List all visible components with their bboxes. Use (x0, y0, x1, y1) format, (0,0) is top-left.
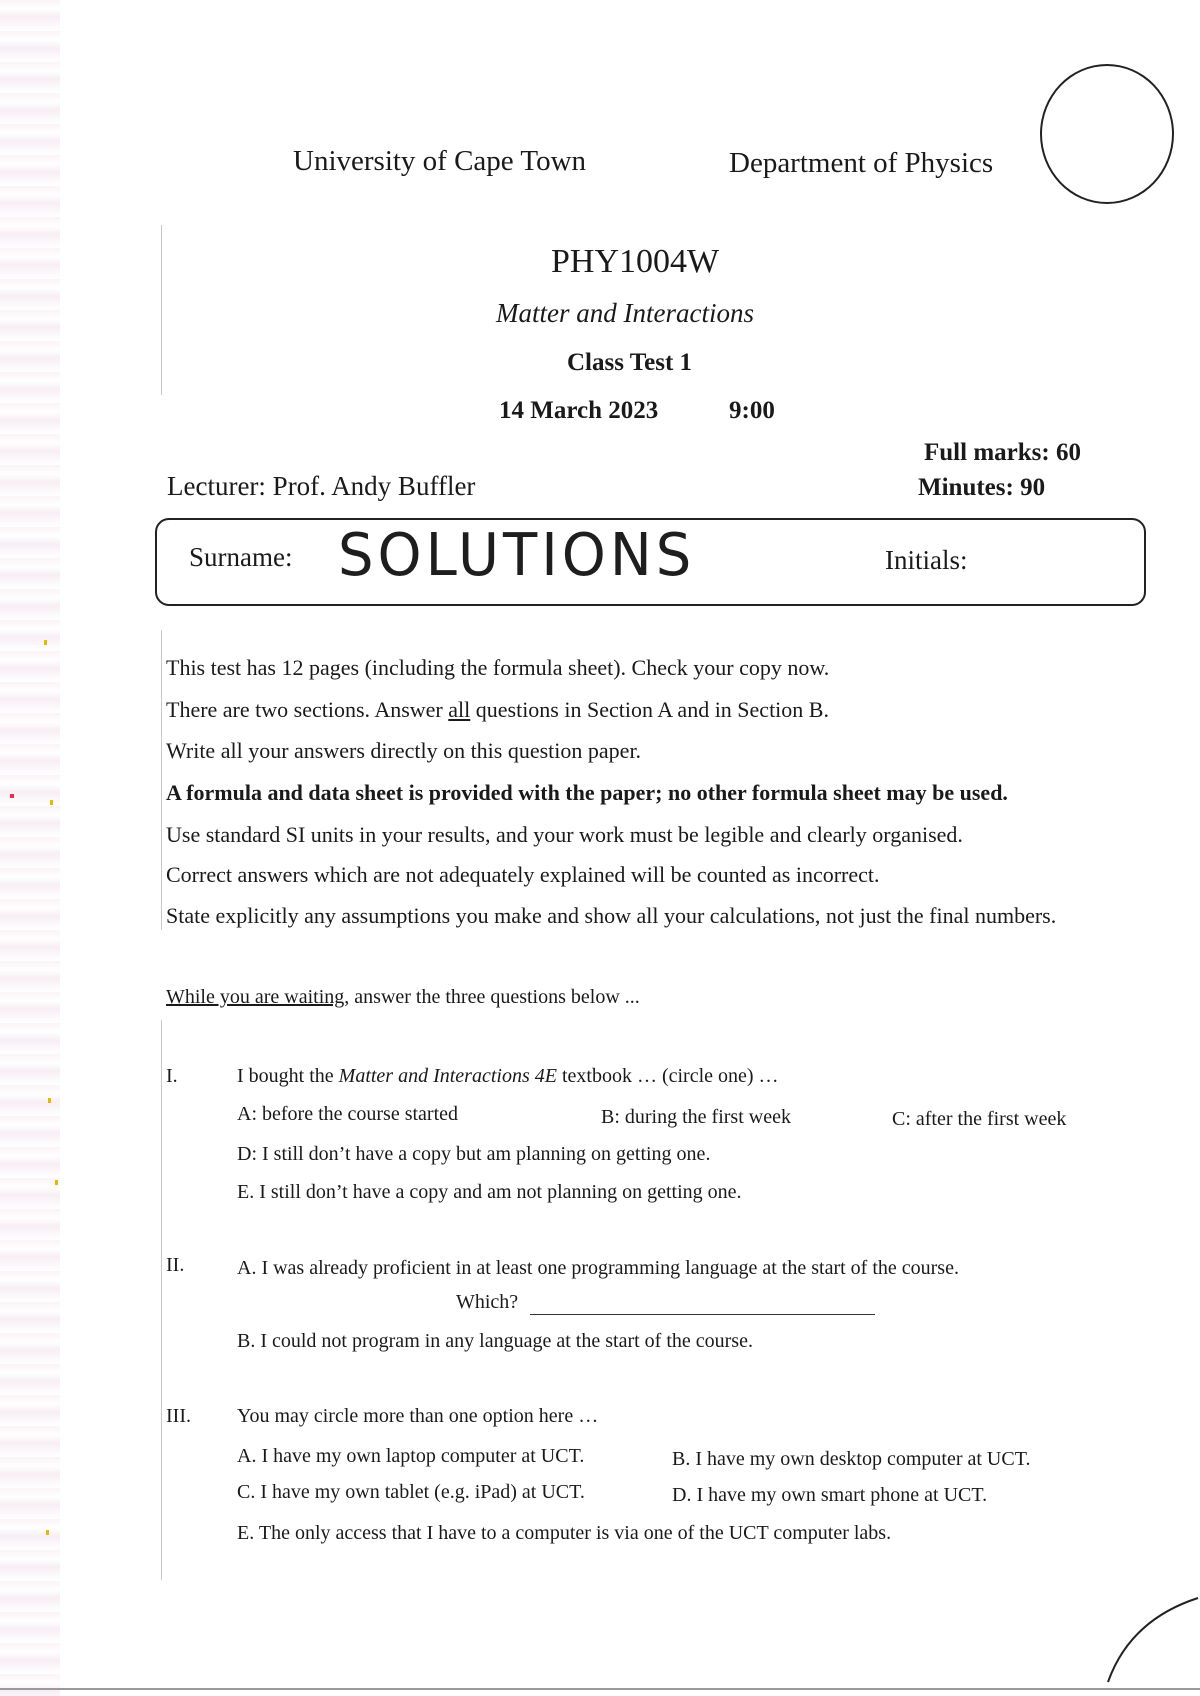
which-label: Which? (456, 1291, 519, 1313)
option-a[interactable]: A. I was already proficient in at least one programming language at the start of the course. (237, 1257, 959, 1279)
course-code: PHY1004W (551, 243, 720, 280)
which-answer-line[interactable] (530, 1314, 875, 1315)
instruction-line-bold: A formula and data sheet is provided with the paper; no other formula sheet may be used. (166, 780, 1008, 805)
course-title: Matter and Interactions (496, 298, 754, 328)
question-number: I. (166, 1065, 178, 1087)
option-e[interactable]: E. The only access that I have to a computer is via one of the UCT computer labs. (237, 1522, 892, 1544)
instruction-line: Use standard SI units in your results, and your work must be legible and clearly organised. (166, 822, 963, 847)
lecturer-line: Lecturer: Prof. Andy Buffler (167, 471, 476, 501)
scan-speck (10, 794, 14, 798)
test-date: 14 March 2023 (499, 397, 659, 424)
option-e[interactable]: E. I still don’t have a copy and am not planning on getting one. (237, 1181, 742, 1203)
question-number: II. (166, 1254, 185, 1276)
full-marks (924, 439, 1081, 467)
test-time: 9:00 (729, 397, 775, 424)
waiting-instruction (166, 986, 640, 1009)
option-a[interactable]: A: before the course started (237, 1103, 459, 1125)
option-d[interactable]: D: I still don’t have a copy but am planning on getting one. (237, 1143, 711, 1165)
minutes (918, 474, 1045, 502)
test-name: Class Test 1 (567, 349, 693, 376)
minutes-value: 90 (1020, 474, 1046, 501)
scan-speck (55, 1180, 58, 1185)
scan-bottom-edge (0, 1688, 1200, 1690)
full-marks-value: 60 (1055, 439, 1081, 466)
scan-speck (48, 1098, 51, 1103)
option-b[interactable]: B: during the first week (601, 1106, 791, 1128)
question-stem: You may circle more than one option here … (237, 1405, 599, 1427)
minutes-label: Minutes: (918, 474, 1014, 501)
scan-speck (46, 1530, 49, 1535)
instruction-line: State explicitly any assumptions you make and show all your calculations, not just the final numbers. (166, 903, 1057, 928)
surname-handwritten-value[interactable]: SOLUTIONS (338, 521, 696, 590)
option-d[interactable]: D. I have my own smart phone at UCT. (672, 1484, 988, 1506)
textbook-title: Matter and Interactions 4E (338, 1065, 557, 1087)
waiting-underlined: While you are waiting, (166, 986, 350, 1008)
surname-label: Surname: (189, 542, 293, 572)
instruction-line: Correct answers which are not adequately explained will be counted as incorrect. (166, 862, 880, 887)
instruction-emphasis: all (448, 697, 471, 722)
question-stem-text: textbook … (circle one) … (556, 1065, 779, 1087)
scan-speck (44, 640, 47, 645)
initials-field[interactable] (985, 536, 1125, 580)
university-name: University of Cape Town (293, 145, 587, 177)
scan-margin-line (161, 1020, 162, 1580)
option-a[interactable]: A. I have my own laptop computer at UCT. (237, 1445, 585, 1467)
scan-margin-line (161, 225, 162, 395)
option-b[interactable]: B. I could not program in any language at the start of the course. (237, 1330, 753, 1352)
scan-edge-strip (0, 0, 60, 1696)
corner-arc-mark (1100, 1590, 1200, 1690)
option-c[interactable]: C: after the first week (892, 1108, 1067, 1130)
instruction-line (166, 697, 829, 723)
option-b[interactable]: B. I have my own desktop computer at UCT. (672, 1448, 1031, 1470)
option-c[interactable]: C. I have my own tablet (e.g. iPad) at UCT. (237, 1481, 585, 1503)
question-number: III. (166, 1405, 191, 1427)
scan-speck (50, 800, 53, 805)
question-stem-text: I bought the (237, 1065, 339, 1087)
question-stem (237, 1065, 779, 1088)
scan-margin-line (161, 630, 162, 930)
mark-circle (1040, 64, 1174, 204)
waiting-rest: answer the three questions below ... (349, 986, 640, 1008)
instruction-text: There are two sections. Answer (166, 697, 449, 722)
instruction-text: questions in Section A and in Section B. (470, 697, 829, 722)
department-name: Department of Physics (729, 147, 994, 179)
instruction-line: This test has 12 pages (including the formula sheet). Check your copy now. (166, 655, 830, 680)
full-marks-label: Full marks: (924, 439, 1050, 466)
initials-label: Initials: (885, 545, 968, 575)
instruction-line: Write all your answers directly on this question paper. (166, 738, 642, 763)
